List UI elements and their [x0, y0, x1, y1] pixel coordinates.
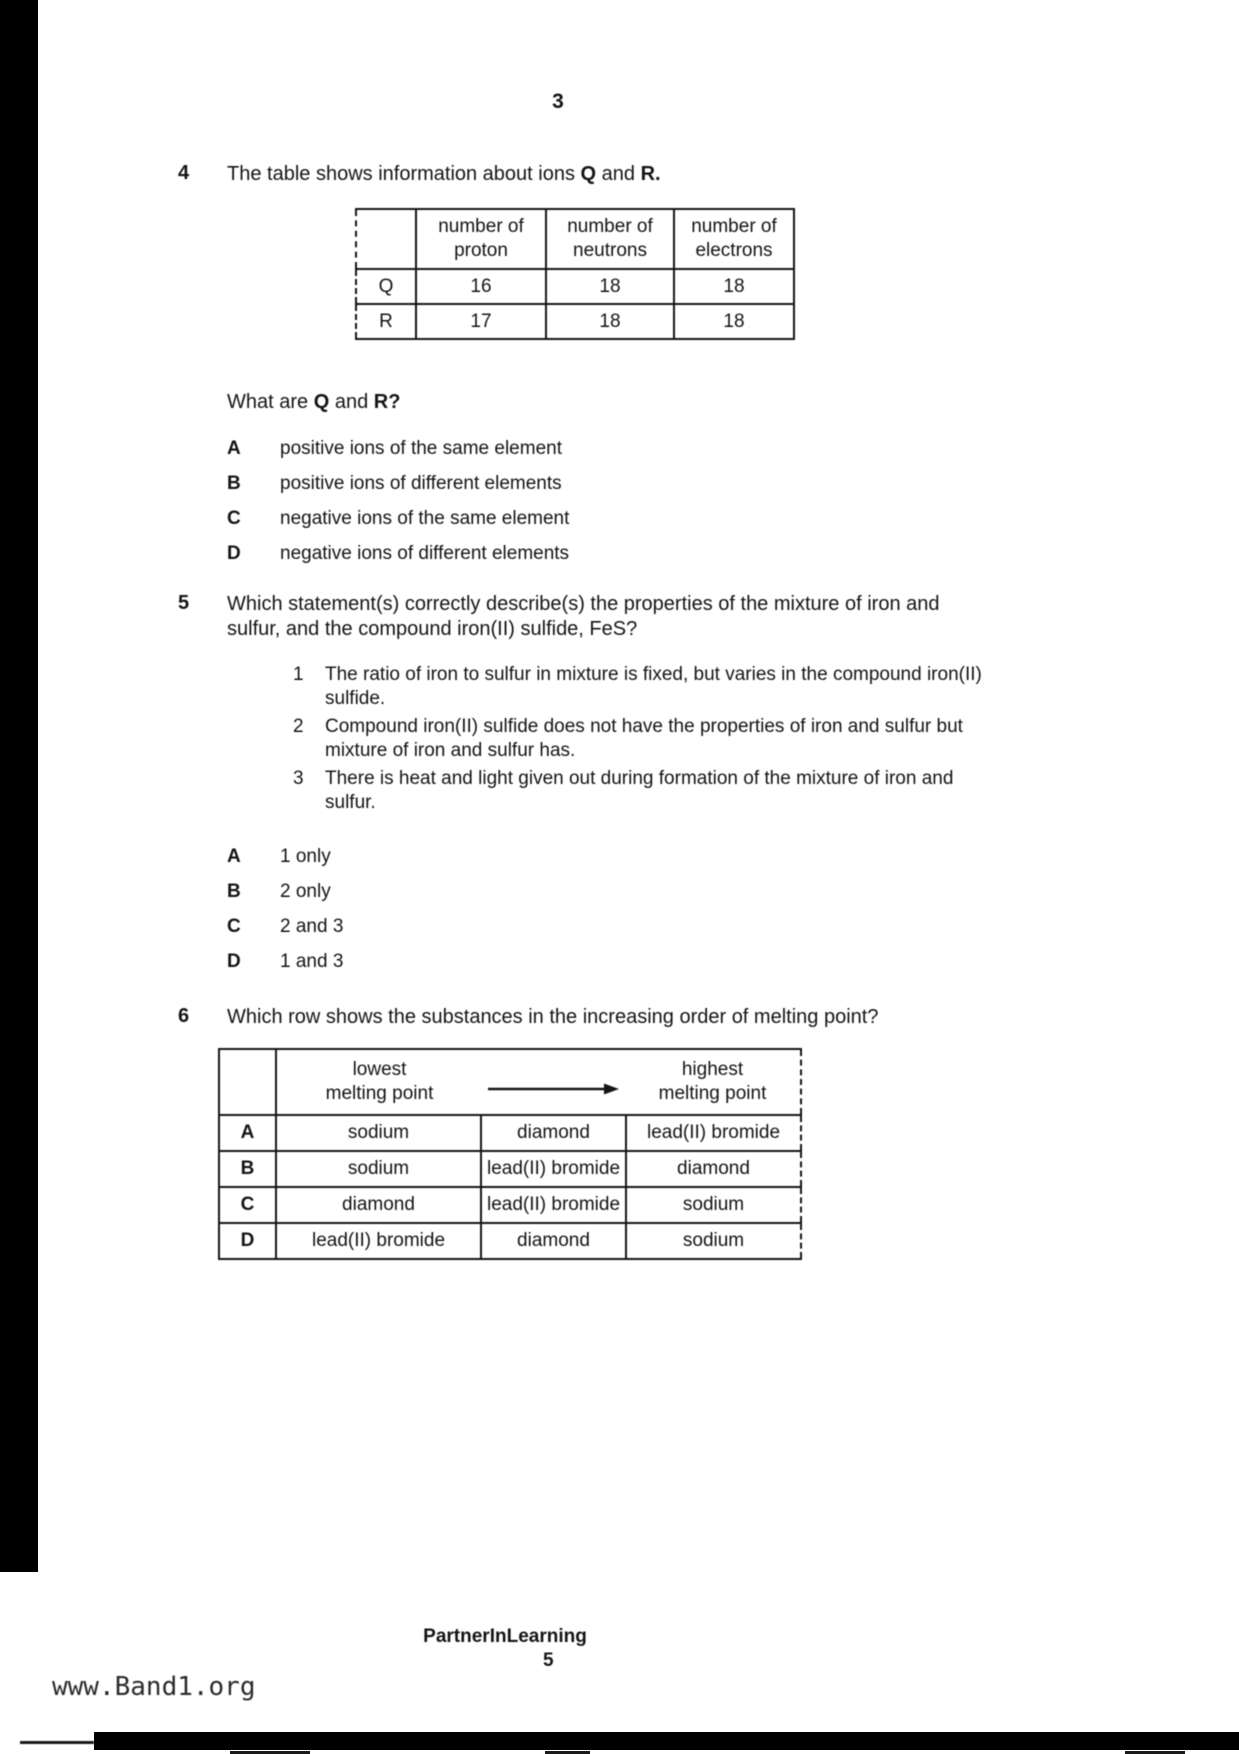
q5-option-d	[227, 951, 343, 973]
option-text: 1 and 3	[280, 951, 344, 972]
q4-option-a	[227, 438, 562, 460]
table-row	[219, 1151, 801, 1187]
highest-melting-label: highest melting point	[658, 1059, 767, 1104]
q4-question-mid: and	[329, 391, 374, 413]
q5-statement-3	[293, 767, 995, 815]
option-letter: C	[227, 508, 241, 529]
cell: sodium	[626, 1187, 801, 1223]
row-label: C	[219, 1187, 276, 1223]
statement-text: Compound iron(II) sulfide does not have the properties of iron and sulfur but mixture of iron and sulfur has.	[325, 716, 963, 761]
q4-question	[227, 390, 400, 415]
row-label: A	[219, 1115, 276, 1151]
ions-table-corner-cell	[356, 209, 416, 269]
scan-edge-left	[0, 0, 38, 1572]
q4-option-c	[227, 508, 569, 530]
option-text: positive ions of the same element	[280, 438, 562, 459]
cell: lead(II) bromide	[276, 1223, 481, 1259]
footer-page-number: 5	[543, 1650, 554, 1671]
table-row	[356, 304, 794, 339]
statement-number: 3	[293, 768, 304, 789]
table-row	[219, 1187, 801, 1223]
q5-number: 5	[178, 592, 190, 614]
cell: lead(II) bromide	[481, 1151, 626, 1187]
ion-r-neutrons: 18	[546, 304, 674, 339]
q4-option-b	[227, 473, 562, 495]
cell: lead(II) bromide	[626, 1115, 801, 1151]
option-letter: C	[227, 916, 241, 937]
option-letter: D	[227, 951, 241, 972]
ions-table-header-row	[356, 209, 794, 269]
row-label: D	[219, 1223, 276, 1259]
ion-q-electrons: 18	[674, 269, 794, 304]
q4-stem-ion-q: Q	[580, 163, 597, 185]
row-label: B	[219, 1151, 276, 1187]
ion-r-protons: 17	[416, 304, 546, 339]
ions-col-header-neutrons: number of neutrons	[546, 209, 674, 269]
melting-table-corner-cell	[219, 1049, 276, 1115]
statement-number: 2	[293, 716, 304, 737]
q4-question-ion-q: Q	[313, 391, 330, 413]
lowest-melting-label: lowest melting point	[325, 1059, 434, 1104]
cell: sodium	[276, 1115, 481, 1151]
q4-option-d	[227, 543, 569, 565]
ion-r-electrons: 18	[674, 304, 794, 339]
q5-stem: Which statement(s) correctly describe(s) the properties of the mixture of iron and sulfur, and the compound iron(II) sulfide, FeS?	[227, 593, 940, 640]
cell: diamond	[481, 1223, 626, 1259]
cell: diamond	[481, 1115, 626, 1151]
increasing-arrow-icon	[482, 1058, 625, 1106]
melting-point-table	[218, 1048, 802, 1260]
ions-col-header-protons: number of proton	[416, 209, 546, 269]
table-row	[219, 1223, 801, 1259]
cell: diamond	[626, 1151, 801, 1187]
ion-label-q: Q	[356, 269, 416, 304]
option-text: positive ions of different elements	[280, 473, 562, 494]
option-letter: B	[227, 881, 241, 902]
option-letter: B	[227, 473, 241, 494]
statement-number: 1	[293, 664, 304, 685]
q4-stem-mid: and	[596, 163, 641, 185]
table-row	[219, 1115, 801, 1151]
q4-question-ion-r: R?	[373, 391, 401, 413]
option-text: 1 only	[280, 846, 331, 867]
scan-edge-bottom	[94, 1732, 1239, 1750]
option-text: 2 and 3	[280, 916, 344, 937]
q6-stem: Which row shows the substances in the increasing order of melting point?	[227, 1006, 879, 1028]
ion-q-protons: 16	[416, 269, 546, 304]
q5-option-c	[227, 916, 343, 938]
cell: sodium	[626, 1223, 801, 1259]
melting-table-header-row	[219, 1049, 801, 1115]
option-text: 2 only	[280, 881, 331, 902]
ions-table	[355, 208, 795, 340]
footer-brand: PartnerInLearning	[423, 1626, 587, 1647]
q4-number: 4	[178, 162, 190, 184]
q5-option-a	[227, 846, 331, 868]
ion-q-neutrons: 18	[546, 269, 674, 304]
q5-statement-2	[293, 715, 995, 763]
ion-label-r: R	[356, 304, 416, 339]
option-letter: A	[227, 846, 241, 867]
q4-stem	[227, 162, 1007, 187]
ions-col-header-electrons: number of electrons	[674, 209, 794, 269]
q5-option-b	[227, 881, 331, 903]
q4-stem-ion-r: R.	[640, 163, 661, 185]
cell: diamond	[276, 1187, 481, 1223]
option-text: negative ions of different elements	[280, 543, 570, 564]
q4-stem-pre: The table shows information about ions	[227, 163, 581, 185]
cell: sodium	[276, 1151, 481, 1187]
q5-statement-1	[293, 663, 995, 711]
watermark-url: www.Band1.org	[52, 1672, 256, 1702]
q6-number: 6	[178, 1005, 190, 1027]
scan-rule-fragment	[20, 1741, 94, 1744]
statement-text: There is heat and light given out during formation of the mixture of iron and sulfur.	[325, 768, 954, 813]
option-letter: D	[227, 543, 241, 564]
option-letter: A	[227, 438, 241, 459]
melting-table-header-cell	[276, 1049, 801, 1115]
cell: lead(II) bromide	[481, 1187, 626, 1223]
table-row	[356, 269, 794, 304]
statement-text: The ratio of iron to sulfur in mixture is fixed, but varies in the compound iron(II) sulfide.	[325, 664, 982, 709]
q4-question-pre: What are	[227, 391, 314, 413]
option-text: negative ions of the same element	[280, 508, 570, 529]
page-number: 3	[552, 90, 564, 113]
